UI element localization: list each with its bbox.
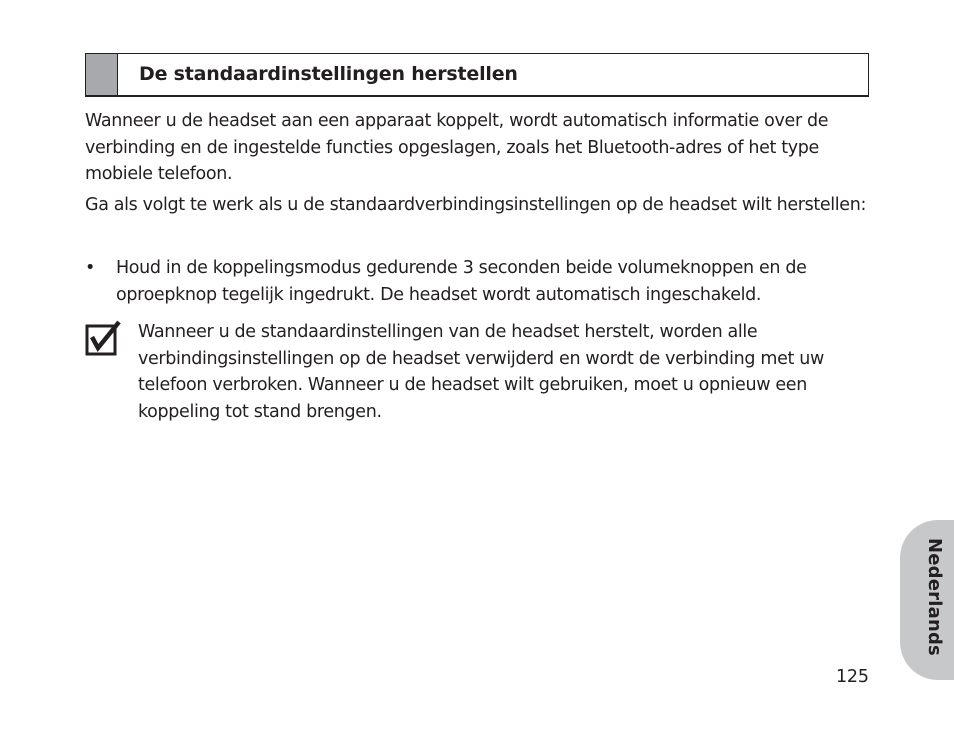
section-header: [85, 53, 869, 97]
section-title: De standaardinstellingen herstellen: [139, 63, 518, 85]
list-item-text: Houd in de koppelingsmodus gedurende 3 seconden beide volumeknoppen en de oproepknop tegelijk ingedrukt. De headset wordt automatisch ingeschakeld.: [116, 258, 807, 305]
bullet-marker: •: [85, 258, 95, 278]
note-text: Wanneer u de standaardinstellingen van de headset herstelt, worden alle verbindingsinstellingen op de headset verwijderd en wordt de verbinding met uw telefoon verbroken. Wanneer u de headset wilt gebruiken, moet u opnieuw een koppeling tot stand brengen.: [138, 322, 824, 422]
section-header-marker: [86, 54, 118, 95]
language-tab-label: Nederlands: [924, 538, 945, 656]
intro-paragraph: Wanneer u de headset aan een apparaat koppelt, wordt automatisch informatie over de verbinding en de ingestelde functies opgeslagen, zoals het Bluetooth-adres of het type mobiele telefoon.: [85, 111, 829, 184]
instruction-paragraph: Ga als volgt te werk als u de standaardverbindingsinstellingen op de headset wilt herstellen:: [85, 195, 867, 215]
checkbox-check-icon: [85, 320, 121, 356]
page-number: 125: [836, 667, 869, 687]
